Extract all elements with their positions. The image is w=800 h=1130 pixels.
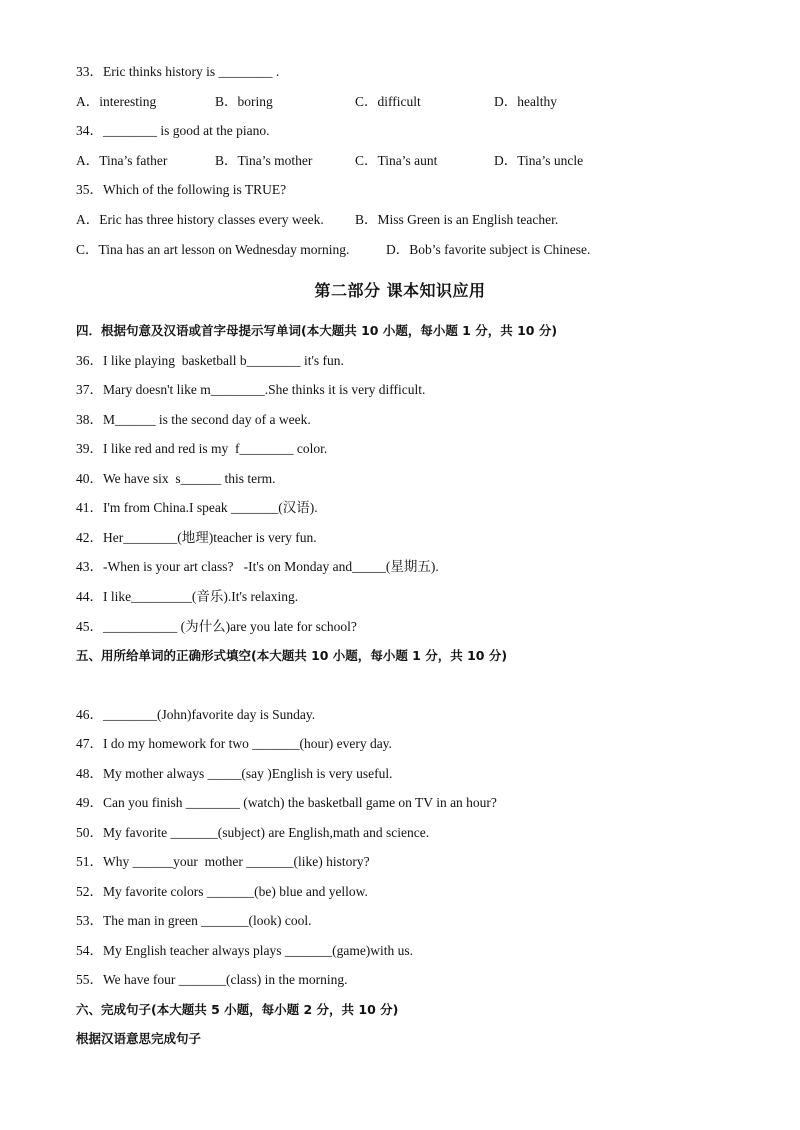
- section-4-title: 四．根据句意及汉语或首字母提示写单词(本大题共 10 小题，每小题 1 分，共 10 分): [76, 323, 558, 338]
- question-46: 46．________(John)favorite day is Sunday.: [76, 707, 316, 722]
- question-35-option-d: D．Bob’s favorite subject is Chinese.: [386, 242, 591, 257]
- question-40: 40．We have six s______ this term.: [76, 471, 276, 486]
- question-34-option-d: D．Tina’s uncle: [494, 153, 584, 168]
- question-50: 50．My favorite _______(subject) are English,math and science.: [76, 825, 430, 840]
- question-51: 51．Why ______your mother _______(like) history?: [76, 854, 370, 869]
- question-34-option-b: B．Tina’s mother: [215, 153, 313, 168]
- question-33-option-b: B．boring: [215, 94, 273, 109]
- question-34-option-c: C．Tina’s aunt: [355, 153, 438, 168]
- question-54: 54．My English teacher always plays _______(game)with us.: [76, 943, 414, 958]
- question-42: 42．Her________(地理)teacher is very fun.: [76, 530, 317, 545]
- question-36: 36．I like playing basketball b________ it's fun.: [76, 353, 344, 368]
- question-34-stem: 34．________ is good at the piano.: [76, 123, 270, 138]
- question-33-option-d: D．healthy: [494, 94, 557, 109]
- question-37: 37．Mary doesn't like m________.She thinks it is very difficult.: [76, 382, 426, 397]
- section-5-title: 五、用所给单词的正确形式填空(本大题共 10 小题，每小题 1 分，共 10 分): [76, 648, 508, 663]
- question-41: 41．I'm from China.I speak _______(汉语).: [76, 500, 318, 515]
- question-47: 47．I do my homework for two _______(hour) every day.: [76, 736, 392, 751]
- part-2-heading: 第二部分 课本知识应用: [314, 281, 486, 300]
- question-52: 52．My favorite colors _______(be) blue and yellow.: [76, 884, 368, 899]
- question-53: 53．The man in green _______(look) cool.: [76, 913, 312, 928]
- question-43: 43．-When is your art class? -It's on Monday and_____(星期五).: [76, 559, 439, 574]
- question-34-option-a: A．Tina’s father: [76, 153, 168, 168]
- question-33-stem: 33．Eric thinks history is ________ .: [76, 64, 280, 79]
- question-35-option-b: B．Miss Green is an English teacher.: [355, 212, 559, 227]
- question-35-option-a: A．Eric has three history classes every week.: [76, 212, 324, 227]
- question-33-option-a: A．interesting: [76, 94, 157, 109]
- question-35-stem: 35．Which of the following is TRUE?: [76, 182, 287, 197]
- question-45: 45．___________ (为什么)are you late for school?: [76, 619, 357, 634]
- question-48: 48．My mother always _____(say )English is very useful.: [76, 766, 393, 781]
- question-55: 55．We have four _______(class) in the morning.: [76, 972, 348, 987]
- question-38: 38．M______ is the second day of a week.: [76, 412, 311, 427]
- question-35-option-c: C．Tina has an art lesson on Wednesday morning.: [76, 242, 350, 257]
- question-49: 49．Can you finish ________ (watch) the basketball game on TV in an hour?: [76, 795, 497, 810]
- section-6-subtitle: 根据汉语意思完成句子: [76, 1031, 202, 1046]
- question-39: 39．I like red and red is my f________ color.: [76, 441, 328, 456]
- question-44: 44．I like_________(音乐).It's relaxing.: [76, 589, 299, 604]
- question-33-option-c: C．difficult: [355, 94, 421, 109]
- section-6-title: 六、完成句子(本大题共 5 小题，每小题 2 分，共 10 分): [76, 1002, 399, 1017]
